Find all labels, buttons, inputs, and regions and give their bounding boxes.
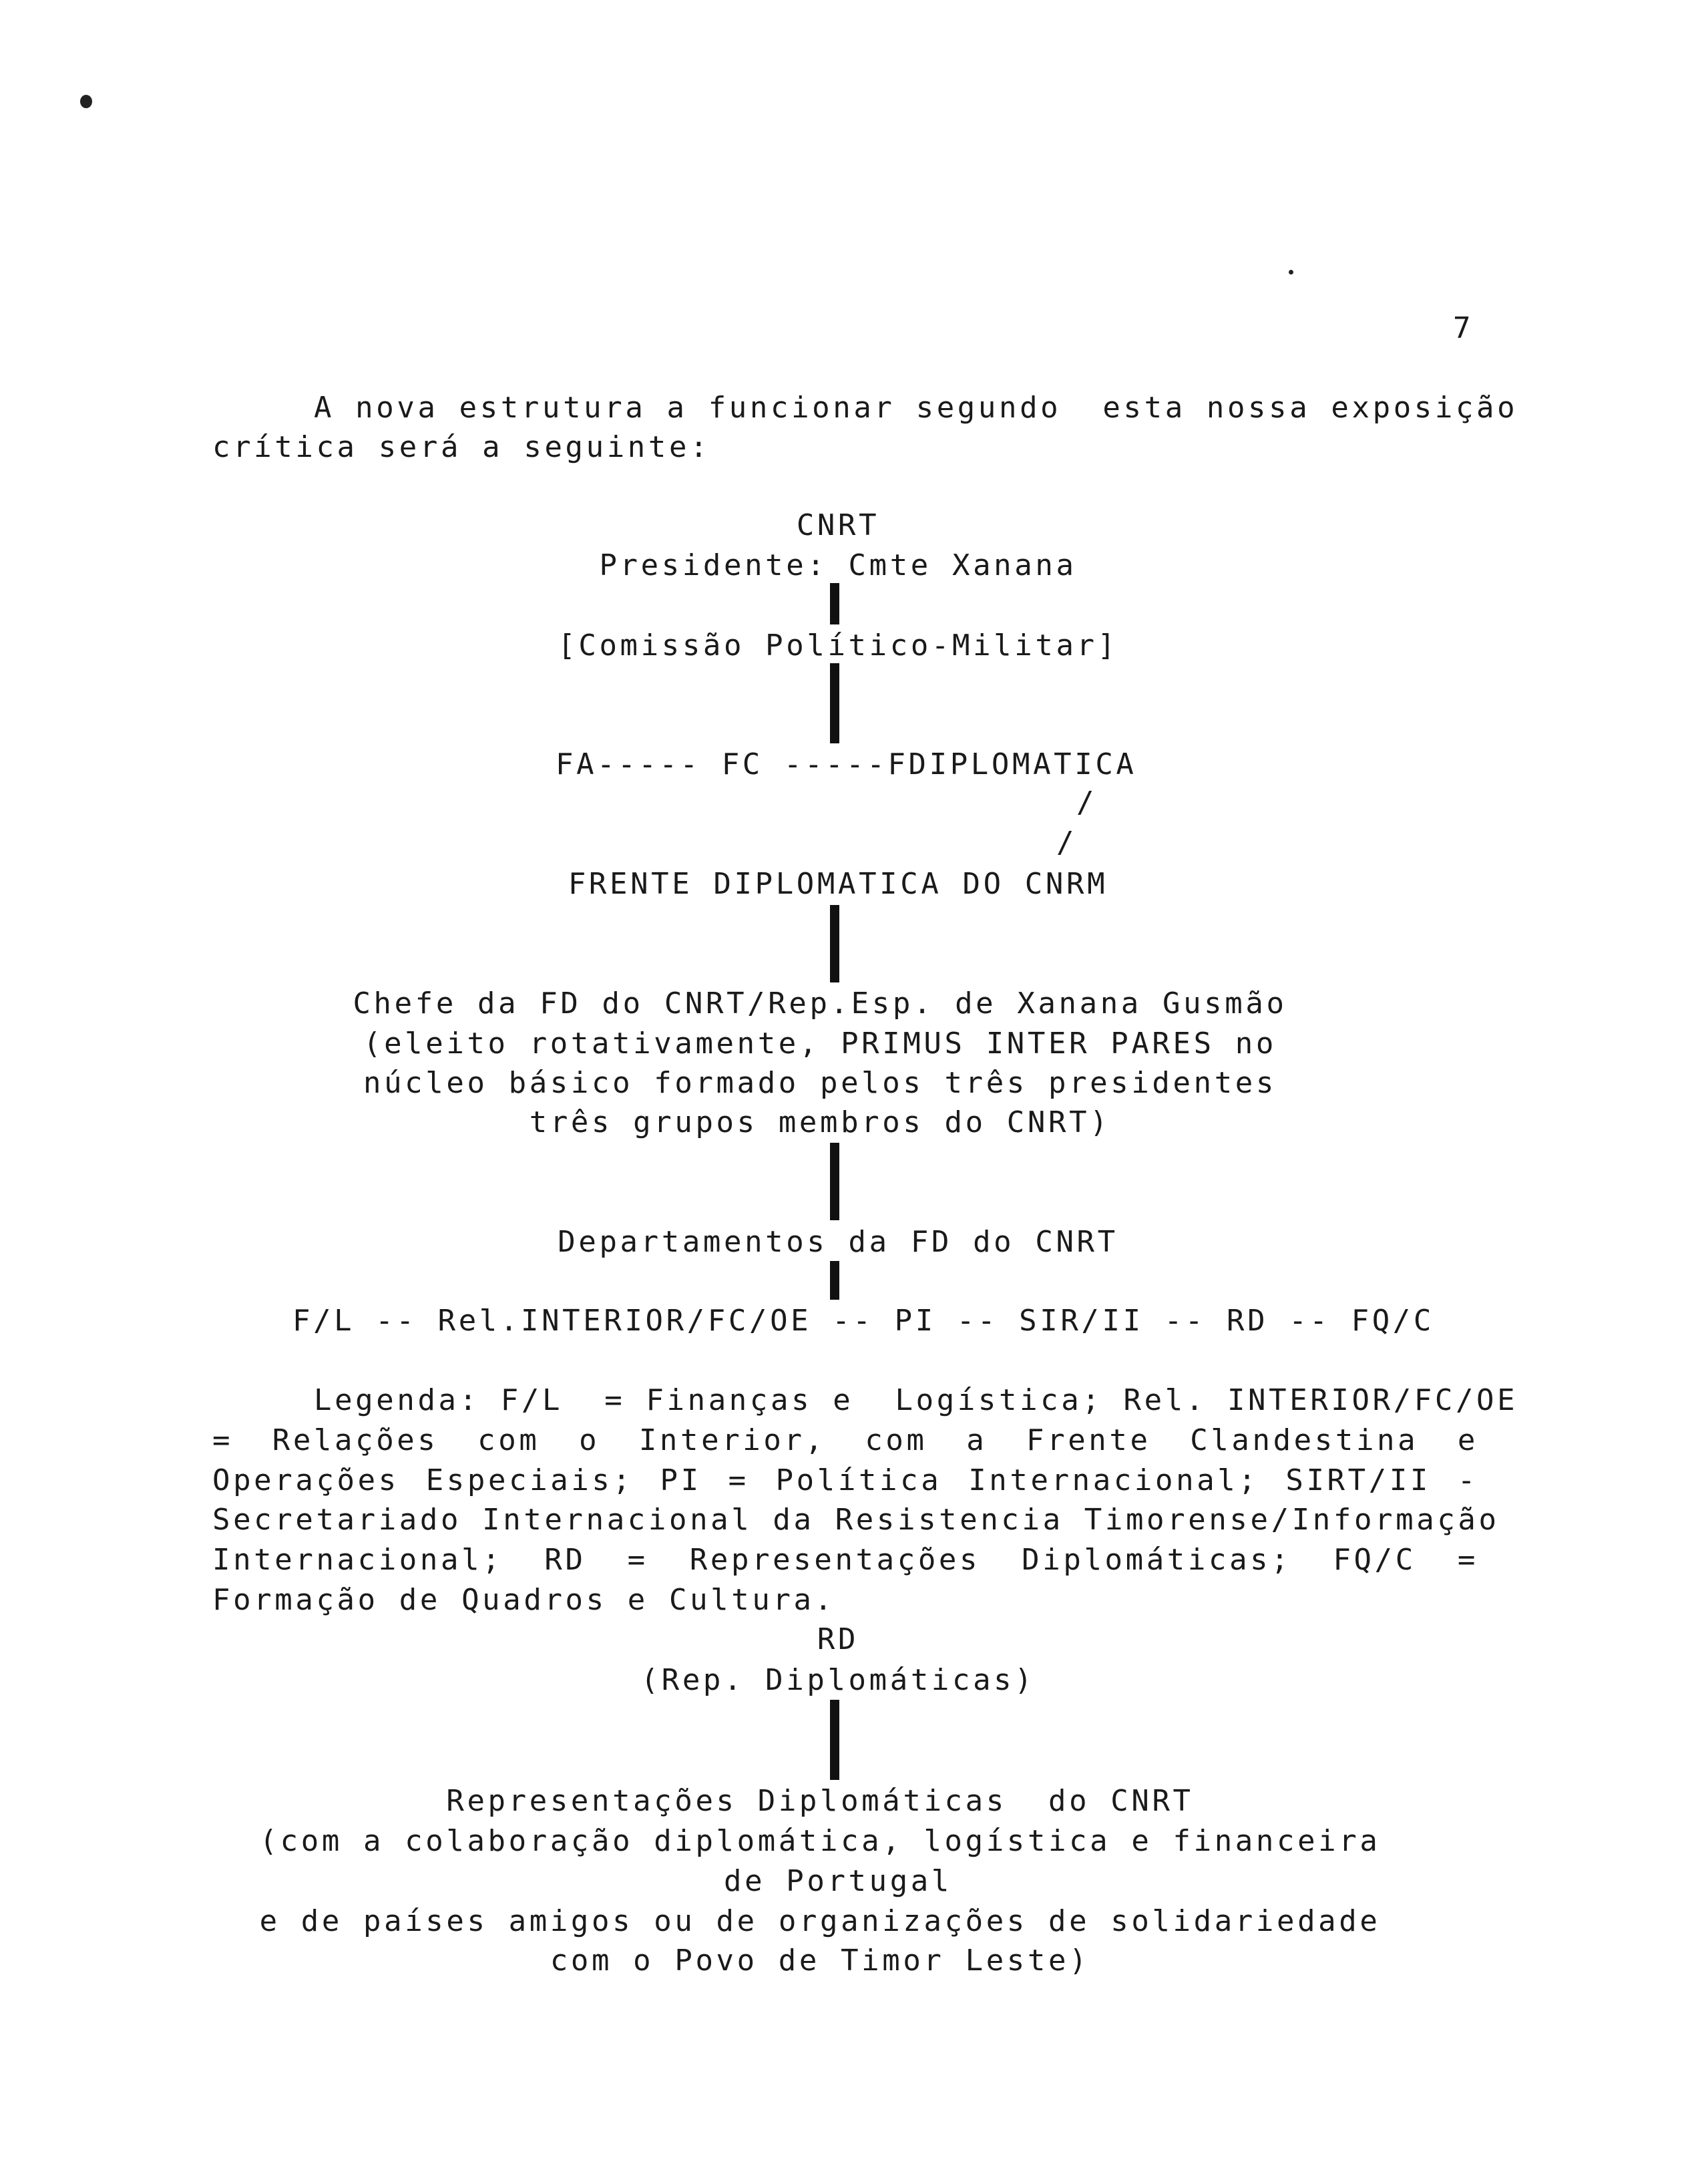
page-number: 7 (1453, 311, 1474, 345)
scan-mark (1289, 270, 1293, 275)
chart-node-president: Presidente: Cmte Xanana (599, 548, 1077, 582)
rd-representations: de Portugal (724, 1864, 952, 1898)
chart-node-chief: núcleo básico formado pelos três presidentes (363, 1066, 1277, 1100)
rd-representations: com o Povo de Timor Leste) (550, 1944, 1090, 1978)
intro-line: A nova estrutura a funcionar segundo esta nossa exposição (314, 391, 1518, 425)
chart-node-cnrt: CNRT (796, 508, 880, 542)
legend-line: Internacional; RD = Representações Diplomáticas; FQ/C = (212, 1543, 1478, 1577)
legend-line: Legenda: F/L = Finanças e Logística; Rel. INTERIOR/FC/OE (314, 1383, 1518, 1417)
legend-line: Secretariado Internacional da Resistencia Timorense/Informação (212, 1503, 1500, 1537)
chart-node-chief: Chefe da FD do CNRT/Rep.Esp. de Xanana Gusmão (353, 986, 1287, 1021)
connector-bar (830, 905, 839, 982)
legend-line: Formação de Quadros e Cultura. (212, 1583, 835, 1617)
rd-title: RD (817, 1622, 859, 1656)
legend-line: Operações Especiais; PI = Política Internacional; SIRT/II - (212, 1463, 1478, 1497)
connector-bar (830, 1261, 839, 1300)
chart-node-fd-cnrm: FRENTE DIPLOMATICA DO CNRM (568, 867, 1108, 901)
connector-bar (830, 583, 839, 624)
chart-node-chief: três grupos membros do CNRT) (529, 1105, 1111, 1139)
chart-node-departments: Departamentos da FD do CNRT (558, 1225, 1118, 1259)
connector-bar (830, 1700, 839, 1780)
intro-line: crítica será a seguinte: (212, 430, 711, 464)
chart-node-commission: [Comissão Político-Militar] (558, 628, 1118, 663)
connector-slash: / (1056, 826, 1074, 860)
rd-subtitle: (Rep. Diplomáticas) (640, 1663, 1036, 1697)
chart-node-chief: (eleito rotativamente, PRIMUS INTER PARES no (363, 1027, 1277, 1061)
connector-slash: / (1076, 785, 1094, 820)
rd-representations: Representações Diplomáticas do CNRT (446, 1784, 1194, 1818)
chart-node-dept-list: F/L -- Rel.INTERIOR/FC/OE -- PI -- SIR/II -- RD -- FQ/C (292, 1304, 1434, 1338)
scan-mark (80, 95, 92, 108)
legend-line: = Relações com o Interior, com a Frente Clandestina e (212, 1423, 1478, 1457)
rd-representations: (com a colaboração diplomática, logística e financeira (259, 1824, 1381, 1858)
connector-bar (830, 663, 839, 743)
rd-representations: e de países amigos ou de organizações de solidariedade (259, 1904, 1381, 1938)
chart-node-fronts: FA----- FC -----FDIPLOMATICA (556, 747, 1137, 781)
connector-bar (830, 1143, 839, 1220)
